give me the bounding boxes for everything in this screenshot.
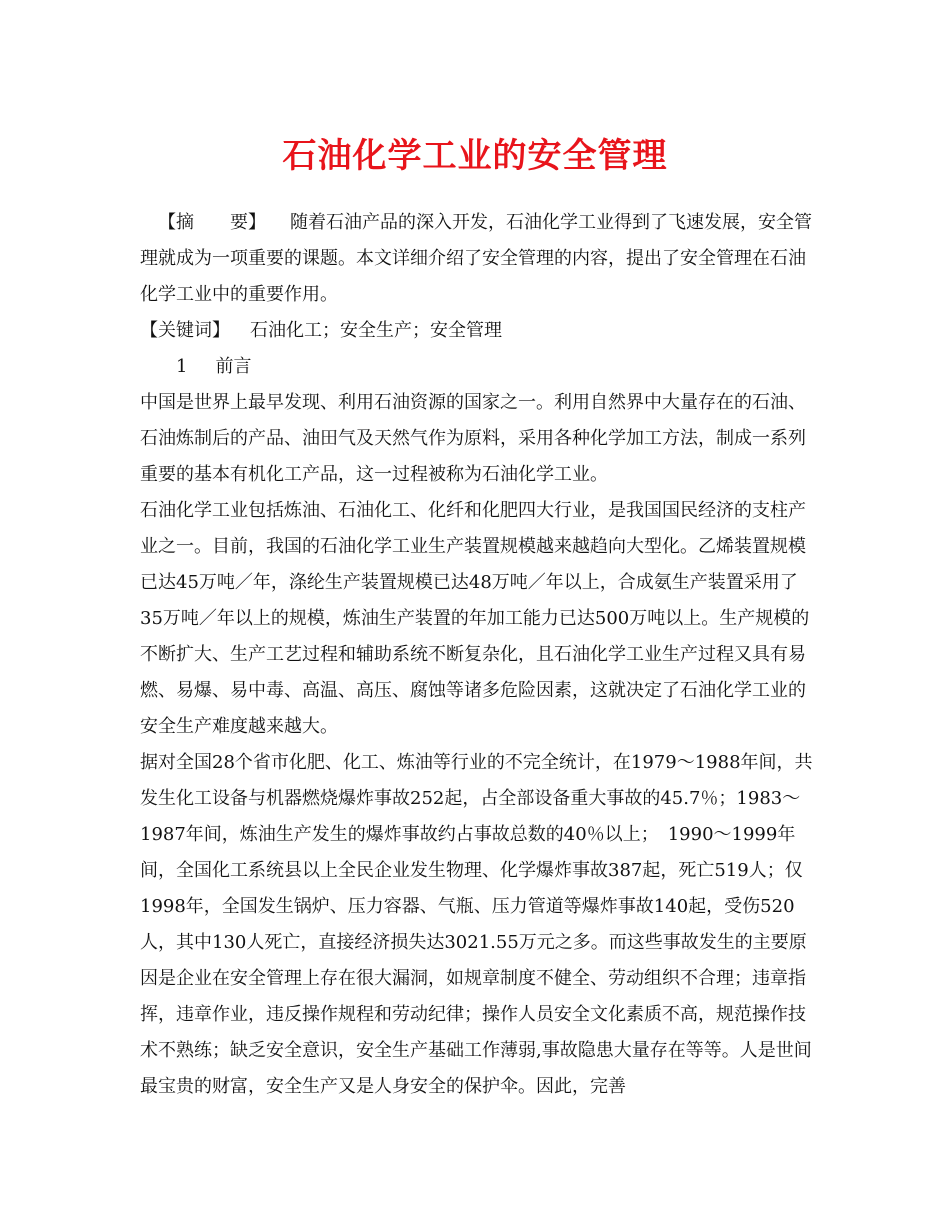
page-title: 石油化学工业的安全管理 [282,136,668,176]
paragraph-2: 石油化学工业包括炼油、石油化工、化纤和化肥四大行业，是我国国民经济的支柱产业之一。目前，我国的石油化学工业生产装置规模越来越趋向大型化。乙烯装置规模已达45万吨／年，涤纶生产装置规模已达48万吨／年以上，合成氨生产装置采用了35万吨／年以上的规模，炼油生产装置的年加工能力已达500万吨以上。生产规模的不断扩大、生产工艺过程和辅助系统不断复杂化，且石油化学工业生产过程又具有易燃、易爆、易中毒、高温、高压、腐蚀等诸多危险因素，这就决定了石油化学工业的安全生产难度越来越大。 [140,500,810,737]
section-heading [140,349,820,385]
keywords-label: 【关键词】 [140,320,230,341]
abstract-label: 【摘 要】 [158,212,266,233]
keywords [140,313,820,349]
abstract [140,205,820,313]
document-body [140,205,820,1105]
paragraph-3: 据对全国28个省市化肥、化工、炼油等行业的不完全统计，在1979～1988年间，共发生化工设备与机器燃烧爆炸事故252起，占全部设备重大事故的45.7％；1983～1987年间，炼油生产发生的爆炸事故约占事故总数的40％以上； 1990～1999年间，全国化工系统县以上全民企业发生物理、化学爆炸事故387起，死亡519人；仅1998年，全国发生锅炉、压力容器、气瓶、压力管道等爆炸事故140起，受伤520人，其中130人死亡，直接经济损失达3021.55万元之多。而这些事故发生的主要原因是企业在安全管理上存在很大漏洞，如规章制度不健全、劳动组织不合理；违章指挥，违章作业，违反操作规程和劳动纪律；操作人员安全文化素质不高，规范操作技术不熟练；缺乏安全意识，安全生产基础工作薄弱,事故隐患大量存在等等。人是世间最宝贵的财富，安全生产又是人身安全的保护伞。因此，完善 [140,752,813,1097]
section-title: 前言 [215,356,252,377]
section-number: 1 [176,356,188,377]
paragraph-1: 中国是世界上最早发现、利用石油资源的国家之一。利用自然界中大量存在的石油、石油炼制后的产品、油田气及天然气作为原料，采用各种化学加工方法，制成一系列重要的基本有机化工产品，这一过程被称为石油化学工业。 [140,392,806,485]
keywords-text: 石油化工；安全生产；安全管理 [250,320,502,341]
abstract-text: 随着石油产品的深入开发，石油化学工业得到了飞速发展，安全管理就成为一项重要的课题。本文详细介绍了安全管理的内容，提出了安全管理在石油化学工业中的重要作用。 [140,212,812,305]
